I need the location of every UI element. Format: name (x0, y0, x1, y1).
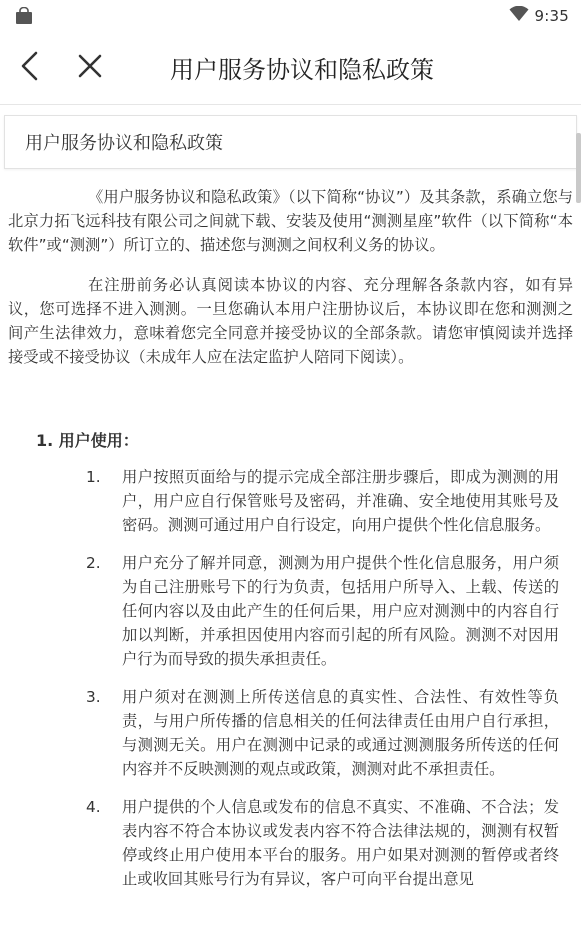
doc-header-title: 用户服务协议和隐私政策 (4, 115, 577, 169)
list-item-number: 2. (86, 554, 101, 572)
agreement-webview[interactable] (0, 104, 581, 930)
close-icon (77, 53, 103, 83)
list-item (8, 795, 573, 891)
scrollbar[interactable] (576, 133, 581, 203)
list-item-text: 用户提供的个人信息或发布的信息不真实、不准确、不合法；发表内容不符合本协议或发表内容不符合法律法规的，测测有权暂停或终止用户使用本平台的服务。用户如果对测测的暂停或者终止或收回其账号行为有异议，客户可向平台提出意见 (122, 798, 559, 888)
section-title: 1. 用户使用： (36, 431, 139, 450)
list-item (8, 551, 573, 671)
bag-icon (14, 7, 34, 25)
doc-body (0, 185, 581, 891)
intro-paragraph: 《用户服务协议和隐私政策》（以下简称“协议”）及其条款，系确立您与北京力拓飞远科技有限公司之间就下载、安装及使用“测测星座”软件（以下简称“本软件”或“测测”）所订立的、描述您与测测之间权利义务的协议。 (8, 188, 573, 254)
list-item-text: 用户充分了解并同意，测测为用户提供个性化信息服务，用户须为自己注册账号下的行为负责，包括用户所导入、上载、传送的任何内容以及由此产生的任何后果，用户应对测测中的内容自行加以判断，并承担因使用内容而引起的所有风险。测测不对因用户行为而导致的损失承担责任。 (122, 554, 559, 668)
chevron-left-icon (19, 51, 41, 85)
list-item-number: 1. (86, 468, 101, 486)
close-button[interactable] (70, 48, 110, 88)
status-time: 9:35 (534, 7, 569, 25)
list-item-text: 用户须对在测测上所传送信息的真实性、合法性、有效性等负责，与用户所传播的信息相关的任何法律责任由用户自行承担，与测测无关。用户在测测中记录的或通过测测服务所传送的任何内容并不反映测测的观点或政策，测测对此不承担责任。 (122, 688, 559, 778)
terms-list (8, 465, 573, 891)
status-bar (0, 0, 581, 32)
app-bar (0, 32, 581, 104)
wifi-icon (509, 6, 529, 26)
page-title: 用户服务协议和隐私政策 (170, 56, 434, 84)
list-item-text: 用户按照页面给与的提示完成全部注册步骤后，即成为测测的用户，用户应自行保管账号及密码，并准确、安全地使用其账号及密码。测测可通过用户自行设定，向用户提供个性化信息服务。 (122, 468, 559, 534)
list-item-number: 3. (86, 688, 101, 706)
status-right (509, 6, 569, 26)
list-item (8, 465, 573, 537)
list-item-number: 4. (86, 798, 101, 816)
back-button[interactable] (10, 48, 50, 88)
list-item (8, 685, 573, 781)
notice-paragraph: 在注册前务必认真阅读本协议的内容、充分理解各条款内容，如有异议，您可选择不进入测测。一旦您确认本用户注册协议后，本协议即在您和测测之间产生法律效力，意味着您完全同意并接受协议的全部条款。请您审慎阅读并选择接受或不接受协议（未成年人应在法定监护人陪同下阅读）。 (8, 276, 573, 366)
